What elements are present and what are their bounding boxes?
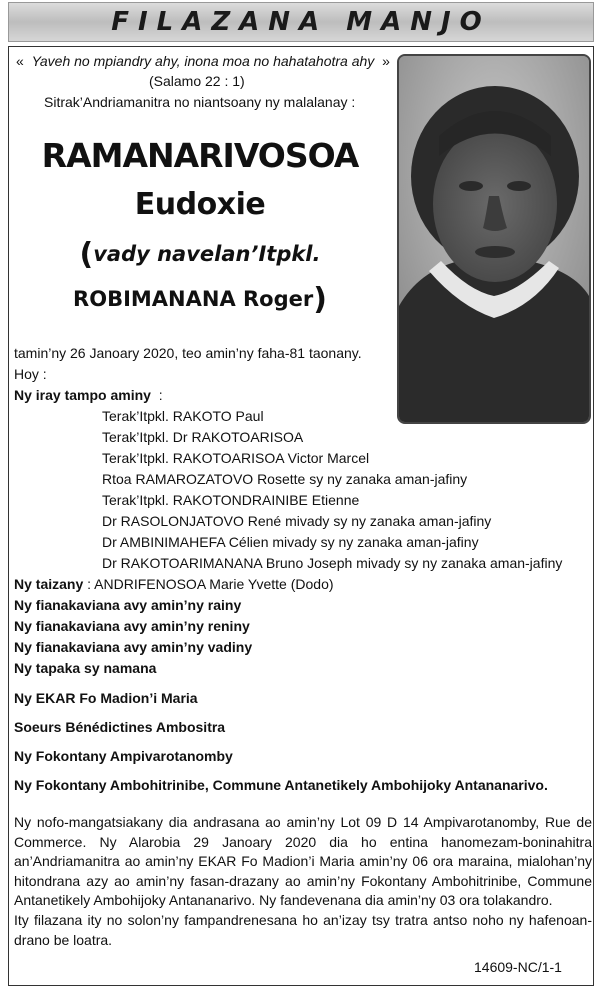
spouse-line-1 (0, 238, 400, 271)
deceased-portrait (397, 54, 591, 424)
group-line: Soeurs Bénédictines Ambositra (14, 719, 226, 735)
announcement-note: Ity filazana ity no solon’ny fampandrenesana ho an’izay tsy tratra antso noho ny hafenoan-drano be loatra. (14, 912, 592, 948)
siblings-heading (14, 386, 163, 404)
death-date: tamin’ny 26 Janoary 2020, teo amin’ny faha-81 taonany. (14, 345, 362, 361)
taizany-line (14, 575, 334, 593)
bible-reference: (Salamo 22 : 1) (149, 73, 245, 89)
family-line: Ny tapaka sy namana (14, 660, 157, 676)
sibling-item: Dr RASOLONJATOVO René mivady sy ny zanaka aman-jafiny (102, 513, 492, 529)
deceased-given-name: Eudoxie (134, 187, 266, 222)
siblings-colon: : (158, 387, 163, 403)
deceased-surname: RAMANARIVOSOA (41, 136, 359, 175)
taizany-value: : ANDRIFENOSOA Marie Yvette (Dodo) (83, 576, 334, 592)
quote-open-mark: « (16, 53, 24, 69)
announcement-paragraph: Ny nofo-mangatsiakany dia andrasana ao amin’ny Lot 09 D 14 Ampivarotanomby, Rue de Commerce. Ny Alarobia 29 Janoary 2020 dia ho entina hanomezam-boninahitra an’Andriamanitra ao amin’ny EKAR Fo Madion’i Maria amin’ny 06 ora maraina, mialohan’ny hitondrana azy ao amin’ny fasan-drazany ao amin’ny Fokontany Ambohitrinibe, Commune Antanetikely Ambohijoky Antananarivo. Ny fandevenana dia amin’ny 03 ora tolakandro. (14, 814, 592, 908)
group-line: Ny Fokontany Ampivarotanomby (14, 748, 233, 764)
group-line: Ny Fokontany Ambohitrinibe, Commune Antanetikely Ambohijoky Antananarivo. (14, 777, 548, 793)
sibling-item: Dr AMBINIMAHEFA Célien mivady sy ny zanaka aman-jafiny (102, 534, 479, 550)
sibling-item: Terak’Itpkl. RAKOTO Paul (102, 408, 264, 424)
family-line: Ny fianakaviana avy amin’ny rainy (14, 597, 242, 613)
sitrak-line: Sitrak’Andriamanitra no niantsoany ny malalanay : (44, 94, 356, 110)
family-line: Ny fianakaviana avy amin’ny vadiny (14, 639, 253, 655)
sibling-item: Dr RAKOTOARIMANANA Bruno Joseph mivady sy ny zanaka aman-jafiny (102, 555, 563, 571)
paren-close: ) (313, 282, 327, 317)
group-line: Ny EKAR Fo Madion’i Maria (14, 690, 198, 706)
header-title: FILAZANA MANJO (111, 7, 491, 37)
bible-quote (16, 52, 390, 70)
header-banner (8, 2, 594, 42)
paren-open: ( (79, 237, 94, 272)
sibling-item: Terak’Itpkl. Dr RAKOTOARISOA (102, 429, 304, 445)
quote-close-mark: » (382, 53, 390, 69)
spouse-line-2 (0, 283, 400, 316)
family-line: Ny fianakaviana avy amin’ny reniny (14, 618, 250, 634)
sibling-item: Rtoa RAMAROZATOVO Rosette sy ny zanaka aman-jafiny (102, 471, 468, 487)
portrait-image (399, 56, 589, 422)
sibling-item: Terak’Itpkl. RAKOTOARISOA Victor Marcel (102, 450, 370, 466)
sibling-item: Terak’Itpkl. RAKOTONDRAINIBE Etienne (102, 492, 360, 508)
reference-code: 14609-NC/1-1 (474, 959, 562, 975)
siblings-label: Ny iray tampo aminy (14, 387, 151, 403)
taizany-label: Ny taizany (14, 576, 84, 592)
spouse-title: vady navelan’Itpkl. (93, 242, 321, 266)
quote-text: Yaveh no mpiandry ahy, inona moa no hahatahotra ahy (31, 53, 375, 69)
hoy-label: Hoy : (14, 366, 47, 382)
spouse-name: ROBIMANANA Roger (73, 287, 314, 311)
